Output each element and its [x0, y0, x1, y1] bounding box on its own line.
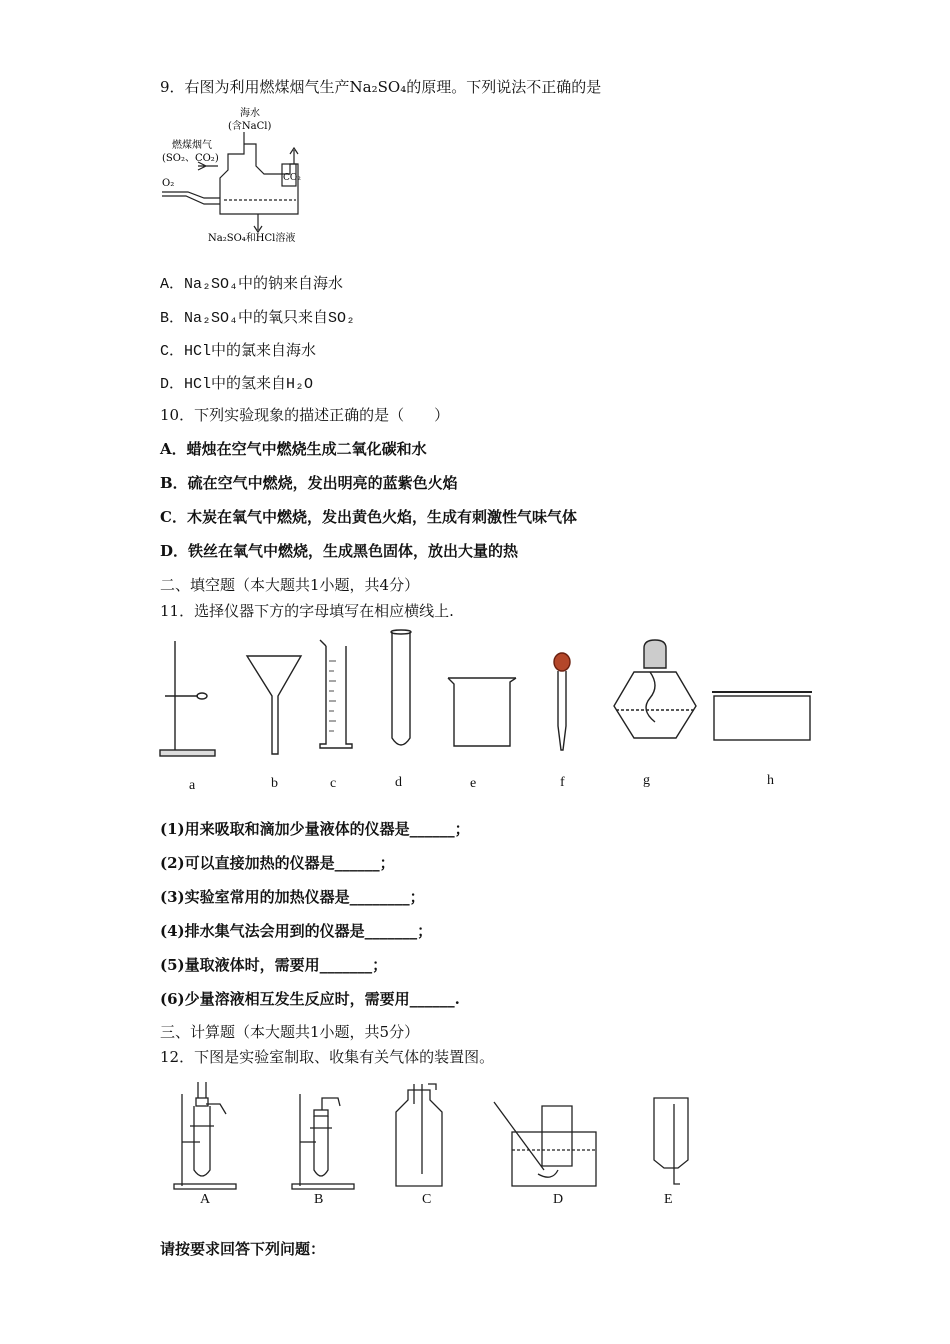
q10-option-a: A．蜡烛在空气中燃烧生成二氧化碳和水	[160, 440, 427, 458]
q9-option-a: A．Na₂SO₄中的钠来自海水	[160, 276, 344, 293]
instrument-label-e: e	[470, 776, 477, 791]
q11-item-4: (4)排水集气法会用到的仪器是_______；	[160, 922, 433, 940]
instrument-c-graduated-cylinder	[320, 640, 352, 748]
instrument-g-alcohol-lamp	[614, 640, 696, 738]
q11-stem: 11．选择仪器下方的字母填写在相应横线上.	[160, 602, 454, 620]
q11-instruments	[150, 626, 830, 761]
q12-follow-up: 请按要求回答下列问题：	[160, 1240, 326, 1258]
q12-stem: 12．下图是实验室制取、收集有关气体的装置图。	[160, 1048, 495, 1066]
fig9-o2: O₂	[162, 178, 175, 189]
q9-figure	[158, 104, 328, 246]
fig9-product: Na₂SO₄和HCl溶液	[208, 233, 296, 244]
q9-option-d: D．HCl中的氢来自H₂O	[160, 376, 314, 393]
fig9-co2: CO₂	[283, 173, 301, 183]
instrument-label-f: f	[560, 775, 565, 790]
instrument-label-a: a	[189, 778, 196, 793]
instrument-h-trough	[712, 692, 812, 740]
instrument-a-iron-stand	[160, 641, 215, 756]
instrument-label-c: c	[330, 776, 337, 791]
apparatus-label-d: D	[553, 1192, 564, 1207]
instrument-label-d: d	[395, 775, 402, 790]
apparatus-b	[292, 1094, 354, 1189]
q11-item-1: (1)用来吸取和滴加少量液体的仪器是______；	[160, 820, 470, 838]
q10-option-c: C．木炭在氧气中燃烧，发出黄色火焰，生成有刺激性气味气体	[160, 508, 577, 526]
q11-item-2: (2)可以直接加热的仪器是______；	[160, 854, 395, 872]
instrument-b-funnel	[247, 656, 301, 754]
apparatus-c	[396, 1084, 442, 1186]
fig9-seawater: 海水	[240, 108, 260, 119]
q9-stem: 9．右图为利用燃煤烟气生产Na₂SO₄的原理。下列说法不正确的是	[160, 78, 602, 96]
apparatus-a	[174, 1082, 236, 1189]
apparatus-label-e: E	[664, 1192, 673, 1207]
q12-apparatus	[160, 1074, 720, 1194]
q9-option-b: B．Na₂SO₄中的氧只来自SO₂	[160, 310, 356, 327]
apparatus-label-b: B	[314, 1192, 324, 1207]
fig9-flue-gas-sub: (SO₂、CO₂)	[162, 153, 219, 164]
apparatus-d	[494, 1102, 596, 1186]
instrument-d-test-tube	[391, 630, 411, 745]
q9-option-c: C．HCl中的氯来自海水	[160, 343, 317, 360]
q11-item-5: (5)量取液体时，需要用_______；	[160, 956, 388, 974]
apparatus-label-c: C	[422, 1192, 432, 1207]
instrument-label-g: g	[643, 773, 650, 788]
instrument-f-dropper	[554, 653, 570, 750]
section2-heading: 二、填空题（本大题共1小题，共4分）	[160, 576, 420, 594]
fig9-flue-gas: 燃煤烟气	[172, 140, 212, 151]
q11-item-6: (6)少量溶液相互发生反应时，需要用______.	[160, 990, 460, 1008]
apparatus-label-a: A	[200, 1192, 211, 1207]
instrument-e-beaker	[448, 678, 516, 746]
apparatus-e	[654, 1098, 688, 1184]
instrument-label-b: b	[271, 776, 278, 791]
instrument-label-h: h	[767, 773, 774, 788]
q10-option-b: B．硫在空气中燃烧，发出明亮的蓝紫色火焰	[160, 474, 458, 492]
q10-option-d: D．铁丝在氧气中燃烧，生成黑色固体，放出大量的热	[160, 542, 519, 560]
q10-stem: 10．下列实验现象的描述正确的是（ ）	[160, 406, 450, 424]
q11-item-3: (3)实验室常用的加热仪器是________；	[160, 888, 425, 906]
fig9-seawater-sub: (含NaCl)	[228, 121, 272, 132]
section3-heading: 三、计算题（本大题共1小题，共5分）	[160, 1023, 420, 1041]
